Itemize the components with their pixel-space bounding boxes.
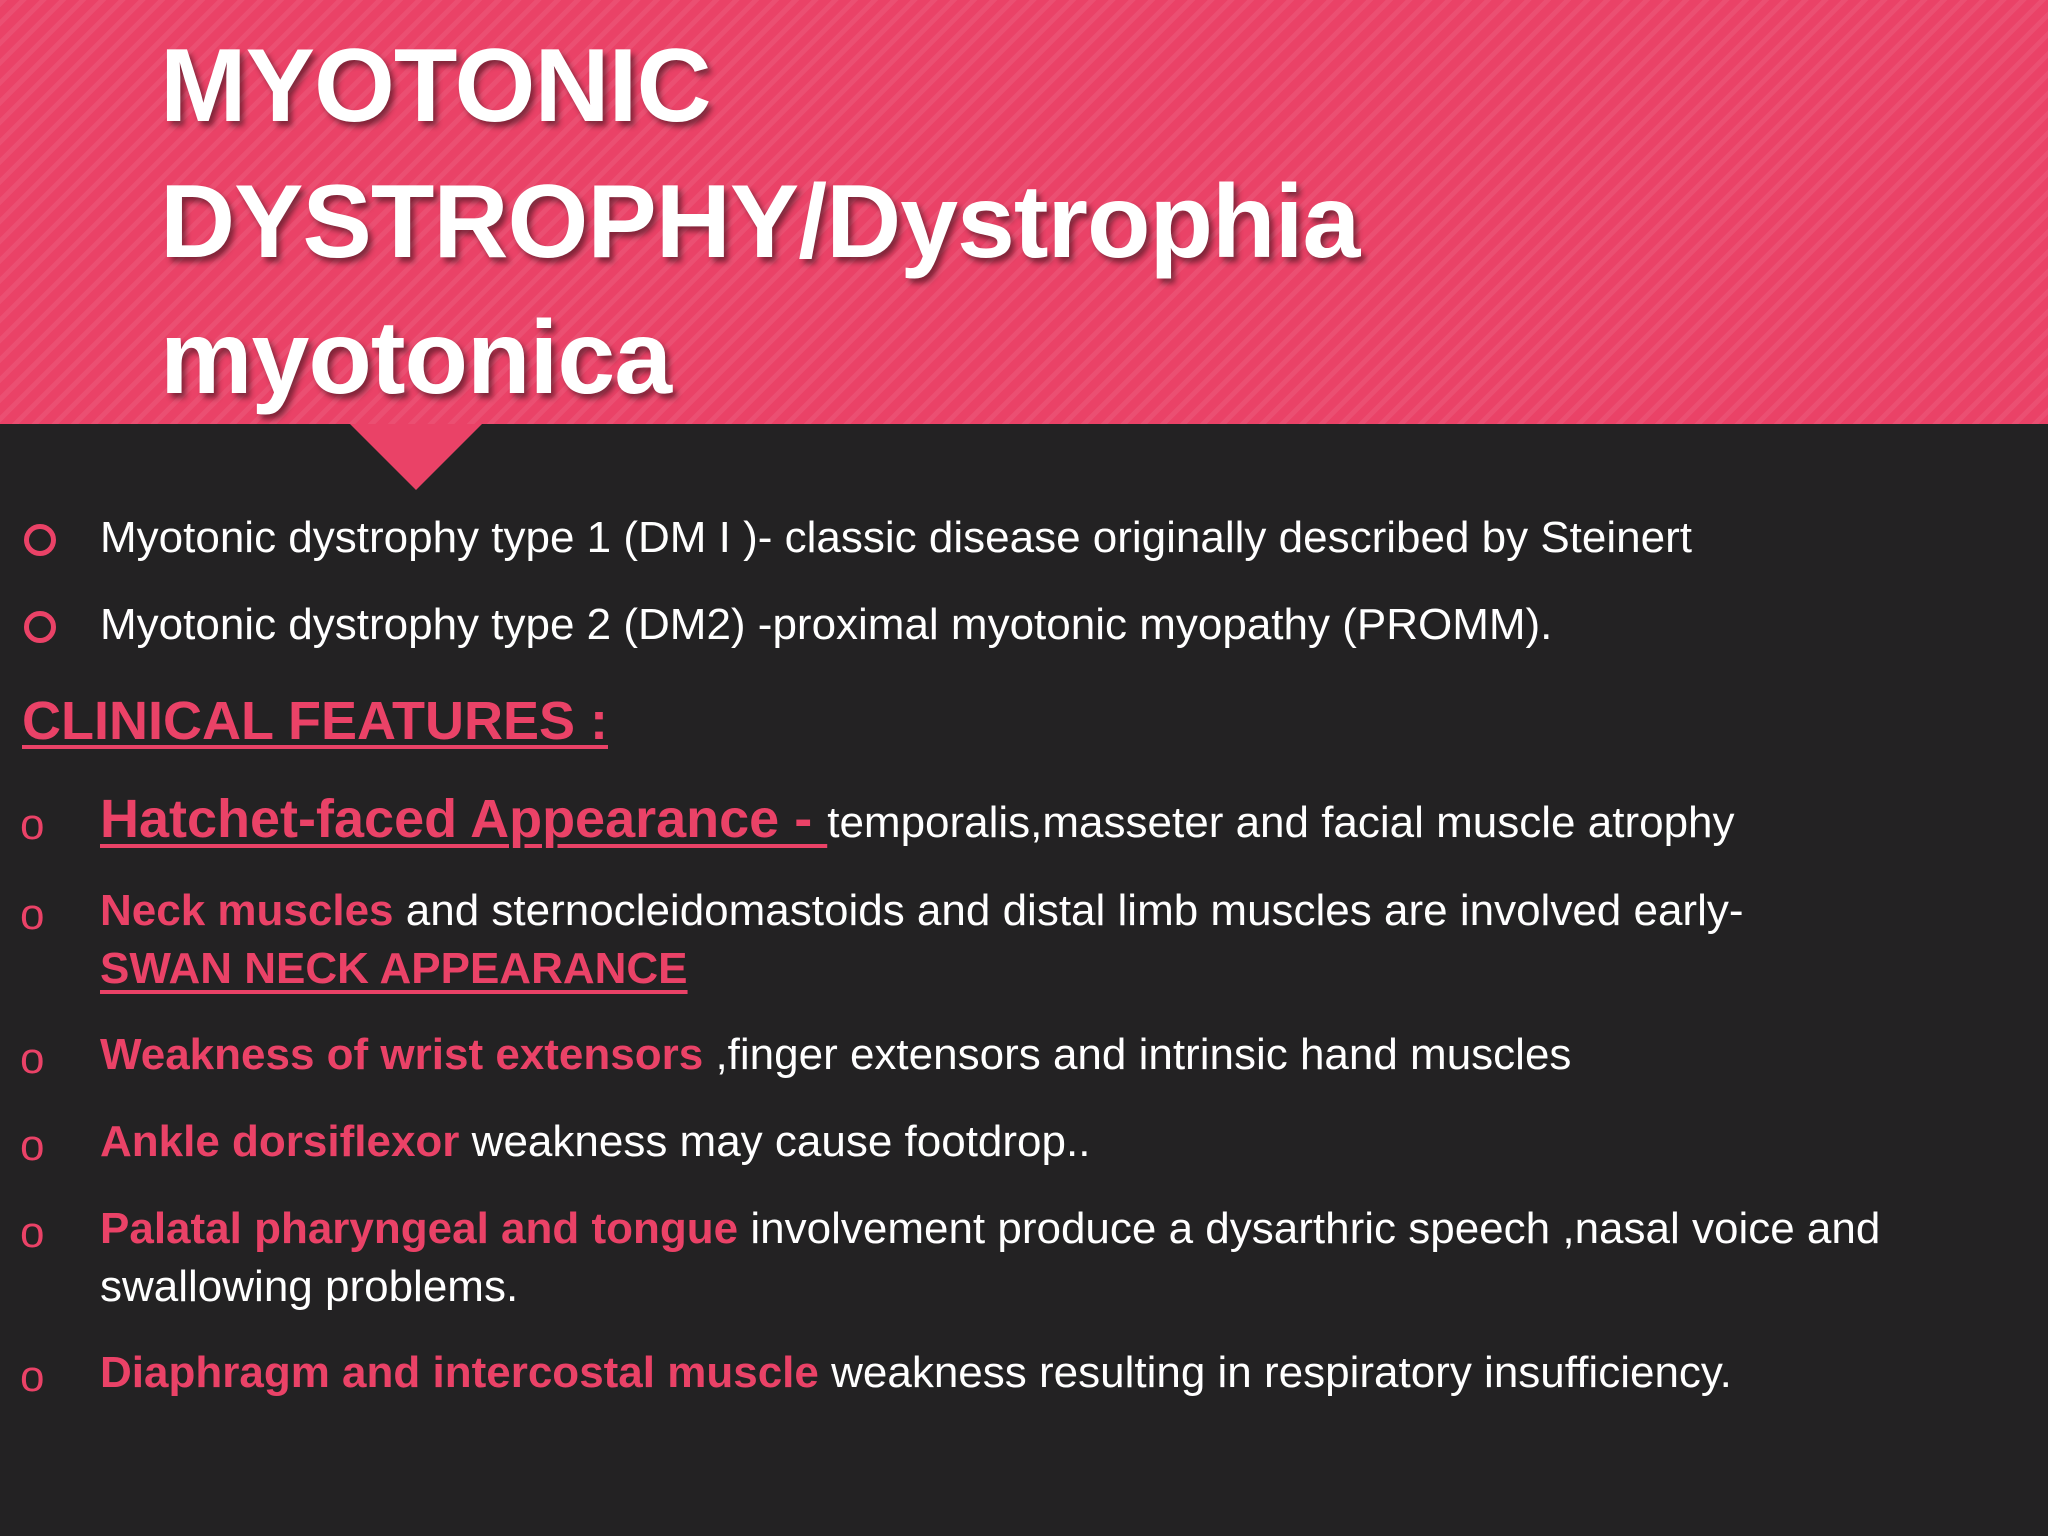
feature-highlight: Neck muscles <box>100 886 394 935</box>
feature-highlight: Hatchet-faced Appearance - <box>100 789 828 849</box>
feature-highlight: Palatal pharyngeal and tongue <box>100 1204 739 1253</box>
circle-bullet-icon: o <box>20 890 45 939</box>
feature-item <box>100 790 2000 852</box>
feature-item <box>100 1113 2000 1171</box>
feature-text: temporalis,masseter and facial muscle atrophy <box>827 798 1735 847</box>
feature-item <box>100 1200 2000 1316</box>
circle-bullet-icon: o <box>20 800 45 849</box>
title-line-2: DYSTROPHY/Dystrophia <box>160 164 1360 280</box>
circle-bullet-icon: o <box>20 1208 45 1257</box>
feature-item <box>100 1026 2000 1084</box>
title-line-1: MYOTONIC <box>160 28 711 144</box>
feature-highlight: Ankle dorsiflexor <box>100 1117 460 1166</box>
circle-bullet-icon: o <box>20 1121 45 1170</box>
feature-highlight: Diaphragm and intercostal muscle <box>100 1348 819 1397</box>
circle-bullet-icon: o <box>20 1034 45 1083</box>
swan-neck-highlight: SWAN NECK APPEARANCE <box>100 944 688 993</box>
ring-bullet-icon <box>24 524 56 556</box>
feature-highlight: Weakness of wrist extensors <box>100 1030 704 1079</box>
feature-text: involvement produce a dysarthric speech ,nasal voice and swallowing problems. <box>100 1204 1881 1311</box>
feature-item <box>100 882 2000 998</box>
feature-item <box>100 1344 2000 1402</box>
ring-bullet-icon <box>24 611 56 643</box>
circle-bullet-icon: o <box>20 1352 45 1401</box>
intro-item: Myotonic dystrophy type 1 (DM I )- classic disease originally described by Steinert <box>100 513 1692 562</box>
banner-pointer <box>350 424 482 490</box>
slide-title <box>160 18 1359 426</box>
title-line-3: myotonica <box>160 300 672 416</box>
section-heading: CLINICAL FEATURES : <box>22 691 608 751</box>
feature-text: weakness may cause footdrop.. <box>459 1117 1091 1166</box>
intro-item: Myotonic dystrophy type 2 (DM2) -proximal myotonic myopathy (PROMM). <box>100 600 1553 649</box>
feature-text: and sternocleidomastoids and distal limb muscles are involved early- <box>393 886 1744 935</box>
feature-text: ,finger extensors and intrinsic hand muscles <box>703 1030 1572 1079</box>
feature-text: weakness resulting in respiratory insufficiency. <box>818 1348 1732 1397</box>
